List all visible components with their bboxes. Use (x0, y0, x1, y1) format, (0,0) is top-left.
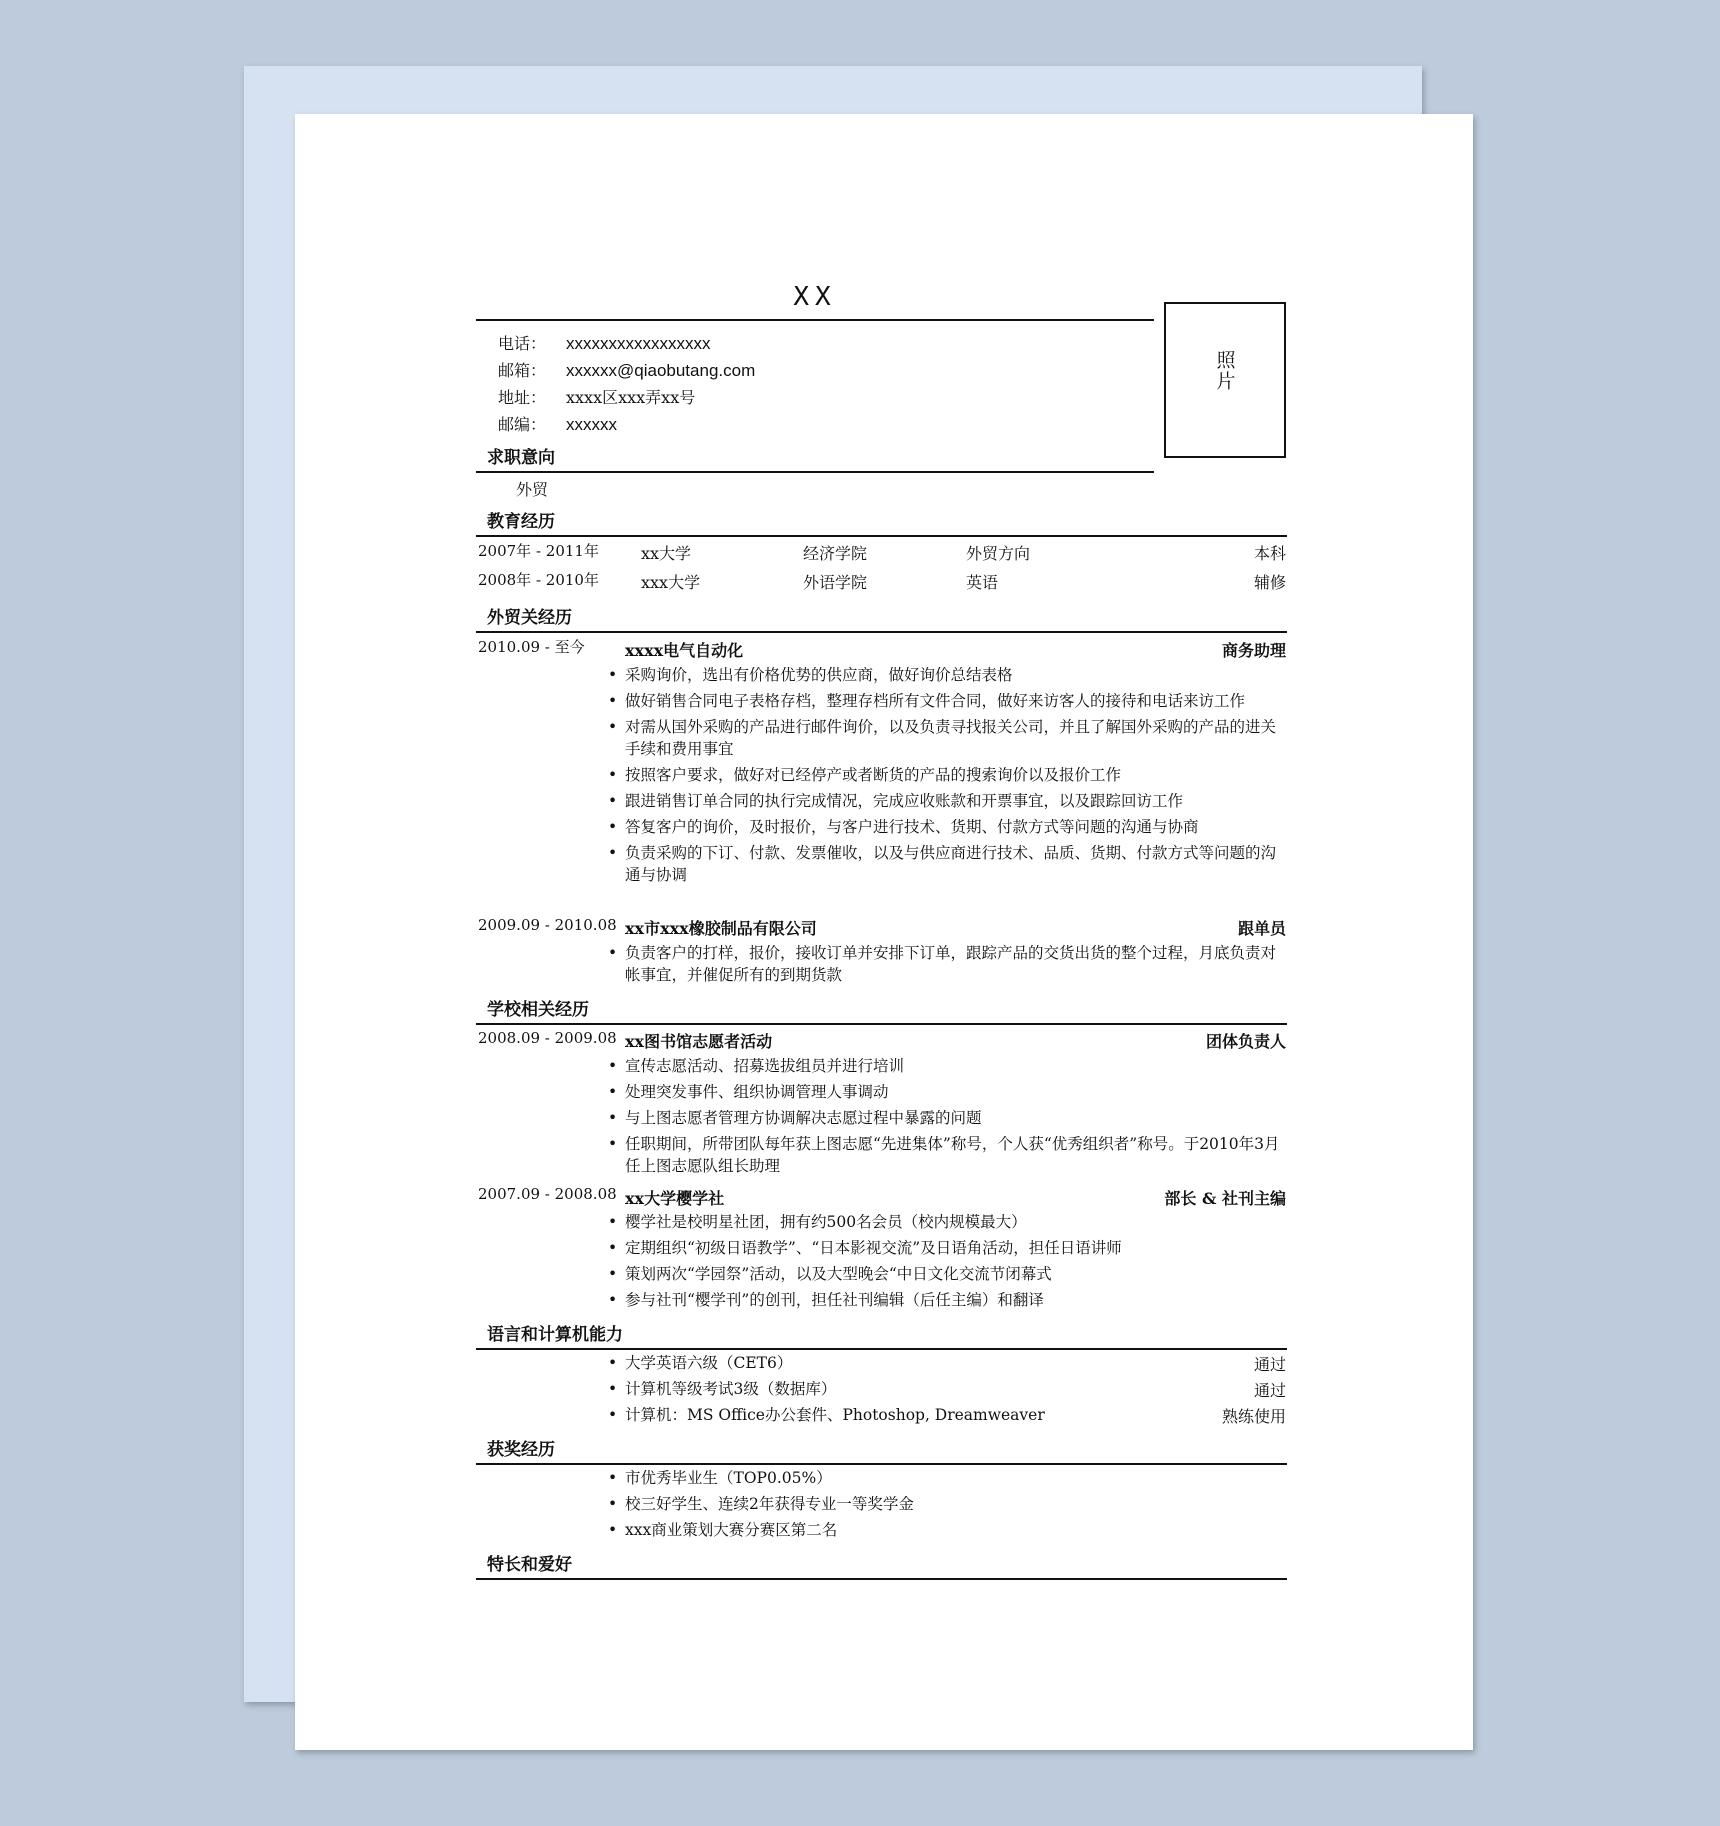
job-date: 2010.09 - 至今 (478, 638, 585, 656)
job-duties (608, 1211, 1290, 1315)
skill-result: 通过 (1253, 1355, 1286, 1374)
contact-address (498, 385, 695, 408)
email-value: xxxxxx@qiaobutang.com (566, 361, 756, 380)
contact-zip (498, 412, 617, 435)
list-item: • 采购询价，选出有价格优势的供应商，做好询价总结表格 (608, 664, 1290, 686)
list-item: • 与上图志愿者管理方协调解决志愿过程中暴露的问题 (608, 1107, 1290, 1129)
edu-date: 2008年 - 2010年 (478, 571, 599, 589)
job-role: 跟单员 (1237, 919, 1286, 938)
skills-list (608, 1352, 1058, 1430)
email-label: 邮箱： (498, 361, 547, 380)
hobbies-rule (476, 1578, 1287, 1580)
skills-rule (476, 1348, 1287, 1350)
address-label: 地址： (498, 388, 547, 407)
job-role: 部长 & 社刊主编 (1164, 1189, 1286, 1208)
list-item: • 按照客户要求，做好对已经停产或者断货的产品的搜索询价以及报价工作 (608, 764, 1290, 786)
intent-title: 求职意向 (487, 448, 555, 468)
job-org: xx市xxx橡胶制品有限公司 (625, 919, 817, 938)
contact-phone (498, 331, 711, 354)
hobbies-title: 特长和爱好 (487, 1555, 572, 1575)
list-item: • 策划两次“学园祭”活动，以及大型晚会“中日文化交流节闭幕式 (608, 1263, 1290, 1285)
edu-date: 2007年 - 2011年 (478, 542, 599, 560)
zip-value: xxxxxx (566, 415, 617, 434)
awards-title: 获奖经历 (487, 1440, 555, 1460)
edu-school: xx大学 (641, 544, 692, 563)
list-item: • 大学英语六级（CET6） (608, 1352, 1058, 1374)
contact-email (498, 358, 755, 381)
job-date: 2008.09 - 2009.08 (478, 1029, 617, 1047)
edu-school: xxx大学 (641, 573, 701, 592)
education-rule (476, 535, 1287, 537)
list-item: • 任职期间，所带团队每年获上图志愿“先进集体”称号，个人获“优秀组织者”称号。于2010年3月任上图志愿队组长助理 (608, 1133, 1290, 1177)
trade-rule (476, 631, 1287, 633)
edu-degree: 本科 (1253, 544, 1286, 563)
phone-label: 电话： (498, 334, 547, 353)
edu-college: 经济学院 (803, 544, 868, 563)
education-title: 教育经历 (487, 512, 555, 532)
list-item: • 负责采购的下订、付款、发票催收，以及与供应商进行技术、品质、货期、付款方式等问题的沟通与协调 (608, 842, 1290, 886)
skills-title: 语言和计算机能力 (487, 1325, 623, 1345)
school-rule (476, 1023, 1287, 1025)
edu-major: 英语 (966, 573, 999, 592)
edu-degree: 辅修 (1253, 573, 1286, 592)
list-item: • 樱学社是校明星社团，拥有约500名会员（校内规模最大） (608, 1211, 1290, 1233)
list-item: • 对需从国外采购的产品进行邮件询价，以及负责寻找报关公司，并且了解国外采购的产品的进关手续和费用事宜 (608, 716, 1290, 760)
job-date: 2007.09 - 2008.08 (478, 1185, 617, 1203)
list-item: • 负责客户的打样，报价，接收订单并安排下订单，跟踪产品的交货出货的整个过程，月底负责对帐事宜，并催促所有的到期货款 (608, 942, 1290, 986)
list-item: • 处理突发事件、组织协调管理人事调动 (608, 1081, 1290, 1103)
list-item: • 答复客户的询价，及时报价，与客户进行技术、货期、付款方式等问题的沟通与协商 (608, 816, 1290, 838)
list-item: • 计算机等级考试3级（数据库） (608, 1378, 1058, 1400)
list-item: • 校三好学生、连续2年获得专业一等奖学金 (608, 1493, 1290, 1515)
phone-value: xxxxxxxxxxxxxxxxx (566, 334, 711, 353)
list-item: • 跟进销售订单合同的执行完成情况，完成应收账款和开票事宜，以及跟踪回访工作 (608, 790, 1290, 812)
list-item: • 市优秀毕业生（TOP0.05%） (608, 1467, 1290, 1489)
list-item: • 参与社刊“樱学刊”的创刊，担任社刊编辑（后任主编）和翻译 (608, 1289, 1290, 1311)
skill-result: 通过 (1253, 1381, 1286, 1400)
awards-list (608, 1467, 1290, 1545)
skill-result: 熟练使用 (1221, 1407, 1286, 1426)
job-org: xx图书馆志愿者活动 (625, 1032, 773, 1051)
school-title: 学校相关经历 (487, 1000, 589, 1020)
job-role: 团体负责人 (1205, 1032, 1286, 1051)
awards-rule (476, 1463, 1287, 1465)
address-value: xxxx区xxx弄xx号 (566, 388, 696, 407)
job-date: 2009.09 - 2010.08 (478, 916, 617, 934)
photo-label: 照片 (1213, 350, 1236, 392)
trade-title: 外贸关经历 (487, 608, 572, 628)
intent-rule (476, 471, 1154, 473)
list-item: • 做好销售合同电子表格存档，整理存档所有文件合同，做好来访客人的接待和电话来访工作 (608, 690, 1290, 712)
job-duties (608, 664, 1290, 890)
list-item: • 计算机：MS Office办公套件、Photoshop, Dreamweaver (608, 1404, 1058, 1426)
job-role: 商务助理 (1221, 641, 1286, 660)
zip-label: 邮编： (498, 415, 547, 434)
list-item: • 定期组织“初级日语教学”、“日本影视交流”及日语角活动，担任日语讲师 (608, 1237, 1290, 1259)
list-item: • xxx商业策划大赛分赛区第二名 (608, 1519, 1290, 1541)
header-rule (476, 319, 1154, 321)
intent-value: 外贸 (516, 480, 549, 499)
resume-name: XX (793, 282, 837, 312)
job-org: xxxx电气自动化 (625, 641, 744, 660)
job-org: xx大学樱学社 (625, 1189, 725, 1208)
edu-college: 外语学院 (803, 573, 868, 592)
job-duties (608, 1055, 1290, 1181)
photo-placeholder (1164, 302, 1286, 458)
list-item: • 宣传志愿活动、招募选拔组员并进行培训 (608, 1055, 1290, 1077)
job-duties (608, 942, 1290, 990)
edu-major: 外贸方向 (966, 544, 1031, 563)
